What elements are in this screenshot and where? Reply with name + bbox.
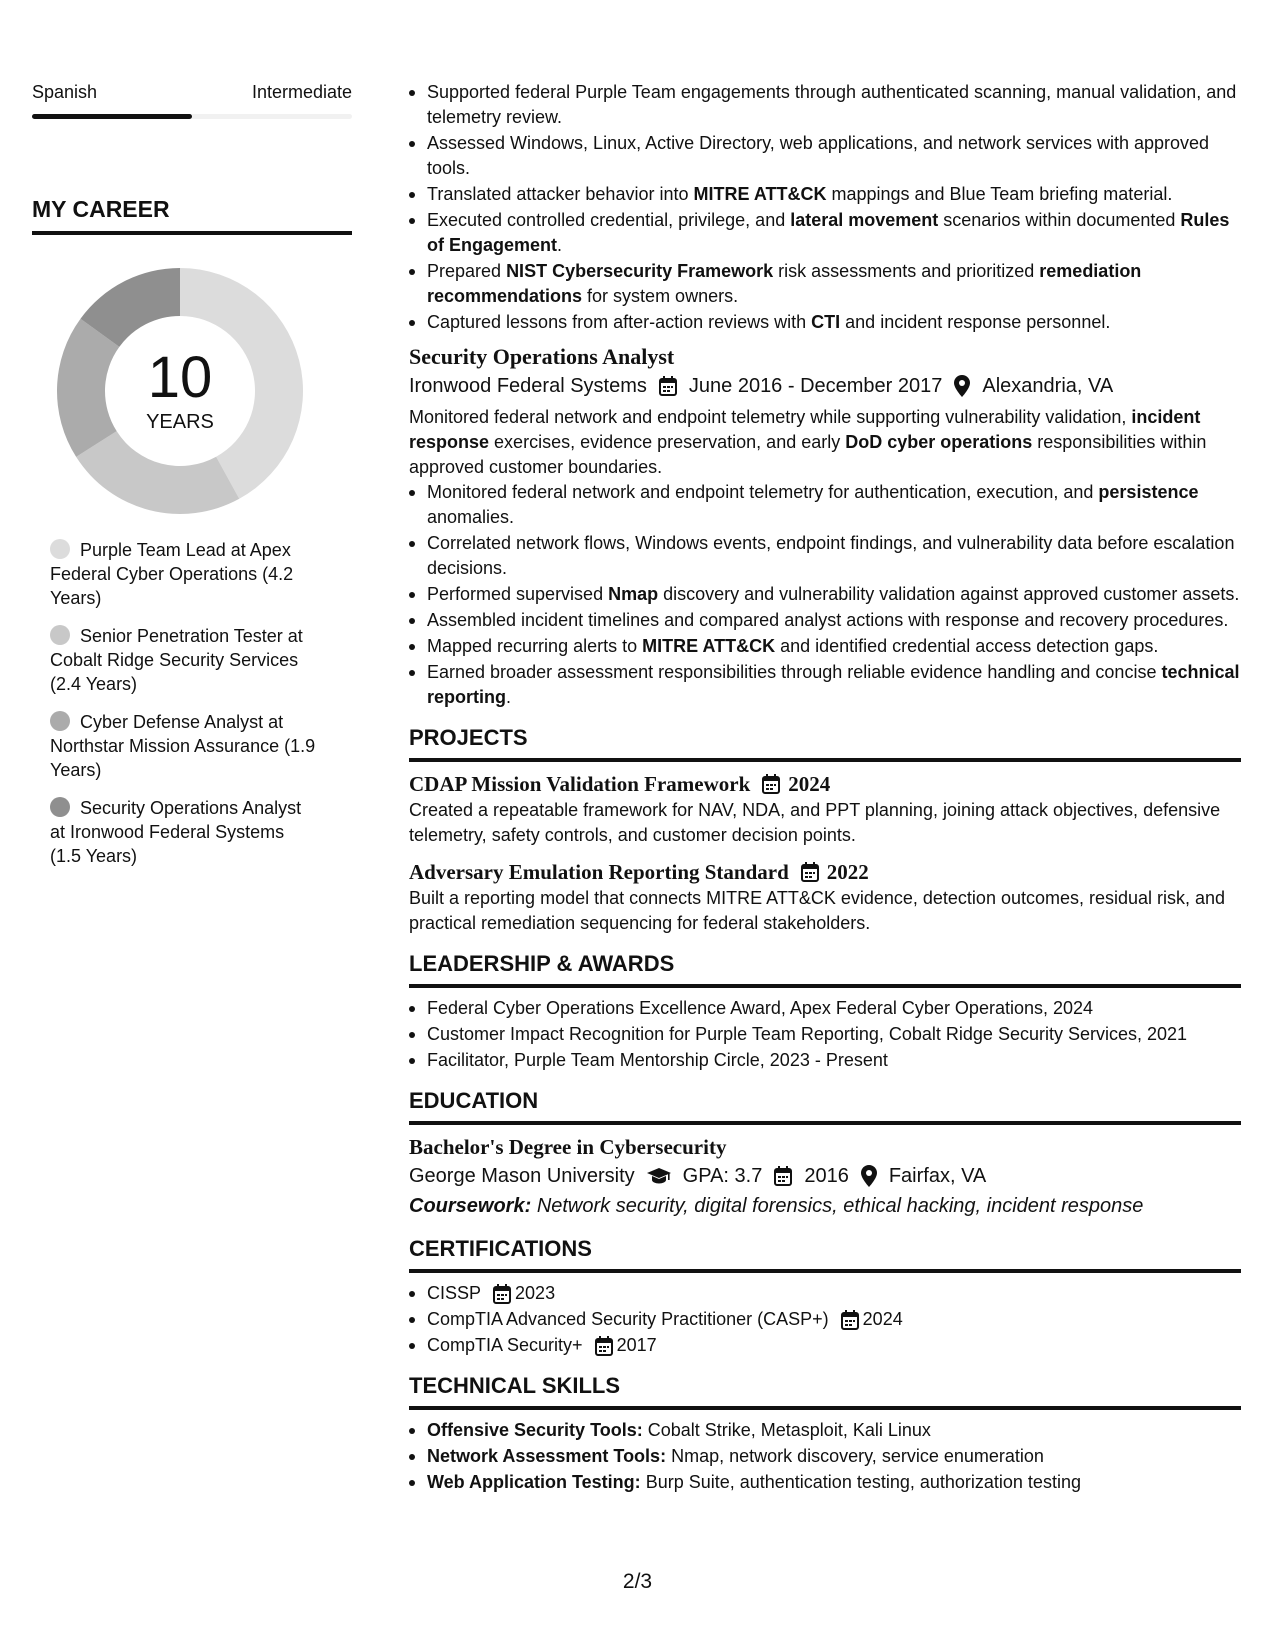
language-name: Spanish — [32, 82, 98, 102]
legend-label: Security Operations Analyst at Ironwood Federal Systems (1.5 Years) — [50, 798, 302, 866]
section-divider — [409, 1121, 1241, 1125]
bullet-item — [409, 182, 1241, 207]
skill-label: Offensive Security Tools: — [427, 1420, 643, 1440]
text-run: Executed controlled credential, privilege, and — [427, 210, 791, 230]
bold-keyword: Rules of Engagement — [427, 210, 1230, 255]
bold-keyword: CTI — [811, 312, 841, 332]
bullet-item — [409, 531, 1241, 581]
career-legend — [32, 538, 352, 868]
language-proficiency-fill — [32, 114, 192, 119]
awards-list — [409, 996, 1241, 1073]
coursework — [409, 1191, 1241, 1221]
project-name: CDAP Mission Validation Framework — [409, 772, 751, 796]
bold-keyword: persistence — [1098, 482, 1199, 502]
legend-dot — [50, 539, 70, 559]
text-run: Captured lessons from after-action reviews with — [427, 312, 812, 332]
gpa: GPA: 3.7 — [682, 1165, 763, 1187]
map-pin-icon — [954, 375, 970, 397]
text-run: Assessed Windows, Linux, Active Directory, web applications, and network services with approved tools. — [427, 133, 1210, 178]
text-run: responsibilities within approved customer boundaries. — [409, 432, 1207, 477]
certification-name: CompTIA Advanced Security Practitioner (CASP+) — [427, 1309, 829, 1329]
legend-dot — [50, 797, 70, 817]
certification-year: 2024 — [862, 1309, 903, 1329]
legend-dot — [50, 711, 70, 731]
job-title: Security Operations Analyst — [409, 344, 675, 369]
job-summary — [409, 405, 1241, 480]
text-run: risk assessments and prioritized — [773, 261, 1040, 281]
bullet-item — [409, 660, 1241, 710]
legend-dot — [50, 625, 70, 645]
text-run: and incident response personnel. — [840, 312, 1111, 332]
project-item — [409, 858, 1241, 936]
bold-keyword: DoD cyber operations — [845, 432, 1033, 452]
certification-line — [427, 1333, 657, 1358]
text-run: Mapped recurring alerts to — [427, 636, 643, 656]
text-run: Prepared — [427, 261, 507, 281]
calendar-icon — [659, 376, 677, 396]
text-run: exercises, evidence preservation, and early — [489, 432, 846, 452]
text-run: Assembled incident timelines and compared analyst actions with response and recovery procedures. — [427, 610, 1229, 630]
certification-line — [427, 1307, 903, 1332]
bullet-item — [409, 208, 1241, 258]
bullet-item — [409, 634, 1241, 659]
main-content — [409, 80, 1241, 1496]
text-run: discovery and vulnerability validation against approved customer assets. — [658, 584, 1240, 604]
text-run: . — [557, 235, 563, 255]
career-section-title: MY CAREER — [32, 196, 170, 222]
text-run: Performed supervised — [427, 584, 609, 604]
calendar-icon — [493, 1284, 511, 1304]
text-run: and identified credential access detection gaps. — [775, 636, 1159, 656]
project-title-row — [409, 858, 1241, 886]
projects-section-title: PROJECTS — [409, 725, 528, 750]
award-item: Federal Cyber Operations Excellence Award, Apex Federal Cyber Operations, 2024 — [409, 996, 1241, 1021]
legend-item — [50, 538, 320, 610]
text-run: mappings and Blue Team briefing material. — [826, 184, 1173, 204]
certification-line — [427, 1281, 555, 1306]
bullet-item — [409, 582, 1241, 607]
bold-keyword: remediation recommendations — [427, 261, 1142, 306]
certification-name: CompTIA Security+ — [427, 1335, 583, 1355]
language-row — [32, 80, 352, 104]
calendar-icon — [595, 1336, 613, 1356]
education-meta — [409, 1161, 1241, 1191]
project-year: 2022 — [826, 860, 869, 884]
legend-item — [50, 710, 320, 782]
bullet-item — [409, 608, 1241, 633]
bold-keyword: Nmap — [608, 584, 659, 604]
education-section-title: EDUCATION — [409, 1088, 539, 1113]
job-location: Alexandria, VA — [982, 375, 1114, 397]
calendar-icon — [774, 1166, 792, 1186]
section-divider — [32, 231, 352, 235]
text-run: Monitored federal network and endpoint telemetry for authentication, execution, and — [427, 482, 1099, 502]
bold-keyword: MITRE ATT&CK — [642, 636, 776, 656]
text-run: . — [506, 687, 512, 707]
legend-label: Senior Penetration Tester at Cobalt Ridge Security Services (2.4 Years) — [50, 626, 303, 694]
job-dates: June 2016 - December 2017 — [688, 375, 943, 397]
skills-section-title: TECHNICAL SKILLS — [409, 1373, 621, 1398]
project-item — [409, 770, 1241, 848]
bullet-item — [409, 480, 1241, 530]
graduation-year: 2016 — [804, 1165, 849, 1187]
text-run: Supported federal Purple Team engagements through authenticated scanning, manual validation, and telemetry review. — [427, 82, 1237, 127]
project-description: Built a reporting model that connects MITRE ATT&CK evidence, detection outcomes, residual risk, and practical remediation sequencing for federal stakeholders. — [409, 888, 1226, 933]
text-run: Translated attacker behavior into — [427, 184, 694, 204]
award-item: Customer Impact Recognition for Purple Team Reporting, Cobalt Ridge Security Services, 2021 — [409, 1022, 1241, 1047]
section-divider — [409, 1406, 1241, 1410]
legend-label: Purple Team Lead at Apex Federal Cyber Operations (4.2 Years) — [50, 540, 294, 608]
certification-year: 2023 — [515, 1283, 556, 1303]
total-years-label: YEARS — [146, 411, 214, 433]
legend-item — [50, 624, 320, 696]
bold-keyword: lateral movement — [790, 210, 939, 230]
bold-keyword: incident response — [409, 407, 1201, 452]
text-run: Monitored federal network and endpoint telemetry while supporting vulnerability validation, — [409, 407, 1132, 427]
job-meta — [409, 371, 1241, 401]
graduation-cap-icon — [647, 1167, 671, 1185]
language-proficiency-bar — [32, 114, 352, 119]
projects-list — [409, 770, 1241, 936]
calendar-icon — [841, 1310, 859, 1330]
skill-item — [409, 1418, 1241, 1443]
bullet-item — [409, 80, 1241, 130]
degree-title: Bachelor's Degree in Cybersecurity — [409, 1135, 727, 1159]
bold-keyword: technical reporting — [427, 662, 1240, 707]
previous-job-bullets — [409, 80, 1241, 335]
bold-keyword: NIST Cybersecurity Framework — [506, 261, 774, 281]
certifications-section-title: CERTIFICATIONS — [409, 1236, 592, 1261]
skill-label: Network Assessment Tools: — [427, 1446, 667, 1466]
job-company: Ironwood Federal Systems — [409, 375, 647, 397]
skill-value: Cobalt Strike, Metasploit, Kali Linux — [647, 1420, 931, 1440]
text-run: scenarios within documented — [938, 210, 1181, 230]
text-run: for system owners. — [582, 286, 739, 306]
bullet-item — [409, 131, 1241, 181]
skills-list — [409, 1418, 1241, 1495]
text-run: Correlated network flows, Windows events, endpoint findings, and vulnerability data before escalation decisions. — [427, 533, 1235, 578]
section-divider — [409, 758, 1241, 762]
skill-item — [409, 1470, 1241, 1495]
coursework-value: Network security, digital forensics, ethical hacking, incident response — [536, 1195, 1144, 1217]
skill-item — [409, 1444, 1241, 1469]
certifications-list — [409, 1281, 1241, 1358]
section-divider — [409, 1269, 1241, 1273]
map-pin-icon — [861, 1165, 877, 1187]
awards-section-title: LEADERSHIP & AWARDS — [409, 951, 675, 976]
calendar-icon — [762, 774, 780, 794]
coursework-label: Coursework: — [409, 1195, 532, 1217]
certification-year: 2017 — [616, 1335, 657, 1355]
award-item: Facilitator, Purple Team Mentorship Circle, 2023 - Present — [409, 1048, 1241, 1073]
school-name: George Mason University — [409, 1165, 635, 1187]
project-title-row — [409, 770, 1241, 798]
school-location: Fairfax, VA — [888, 1165, 987, 1187]
certification-item — [409, 1333, 1241, 1358]
bullet-item — [409, 310, 1241, 335]
career-donut-chart — [57, 268, 303, 514]
section-divider — [409, 984, 1241, 988]
certification-item — [409, 1281, 1241, 1306]
skill-value: Nmap, network discovery, service enumeration — [671, 1446, 1044, 1466]
legend-item — [50, 796, 320, 868]
certification-name: CISSP — [427, 1283, 482, 1303]
text-run: Earned broader assessment responsibilities through reliable evidence handling and concise — [427, 662, 1162, 682]
skill-value: Burp Suite, authentication testing, authorization testing — [645, 1472, 1081, 1492]
calendar-icon — [801, 862, 819, 882]
donut-center — [57, 268, 303, 514]
sidebar — [32, 80, 352, 882]
bold-keyword: MITRE ATT&CK — [693, 184, 827, 204]
job-bullets — [409, 480, 1241, 710]
project-description: Created a repeatable framework for NAV, NDA, and PPT planning, joining attack objectives, defensive telemetry, safety controls, and customer decision points. — [409, 800, 1221, 845]
text-run: anomalies. — [427, 507, 515, 527]
total-years-value: 10 — [147, 345, 213, 410]
legend-label: Cyber Defense Analyst at Northstar Mission Assurance (1.9 Years) — [50, 712, 316, 780]
project-year: 2024 — [788, 772, 831, 796]
page-number: 2/3 — [622, 1570, 653, 1593]
bullet-item — [409, 259, 1241, 309]
project-name: Adversary Emulation Reporting Standard — [409, 860, 789, 884]
certification-item — [409, 1307, 1241, 1332]
skill-label: Web Application Testing: — [427, 1472, 641, 1492]
language-level: Intermediate — [251, 82, 352, 102]
